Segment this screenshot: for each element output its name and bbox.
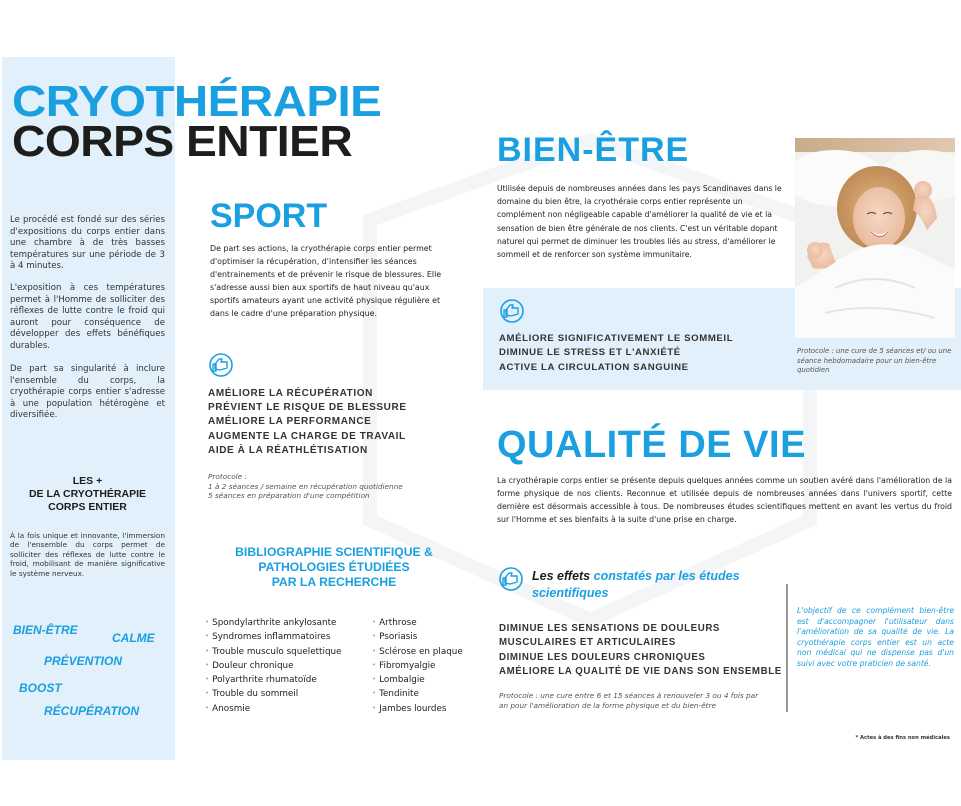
bien-etre-text: Utilisée depuis de nombreuses années dans les pays Scandinaves dans le domaine du bien être, la cryothéraie corps entier représente un complément non négligeable capable d'améliorer la qualité de vie et la sensation de bien être générale de nos clients. C'est un véritable dopant naturel qui permet de diminuer les troubles liés au stress, d'améliorer le sommeil et de renforcer son système immunitaire.	[497, 184, 782, 260]
benefit-item: AIDE À LA RÉATHLÉTISATION	[208, 444, 368, 456]
pathology-list-column-1	[205, 616, 342, 716]
benefit-item: AMÉLIORE LA QUALITÉ DE VIE DANS SON ENSEMBLE	[499, 665, 782, 677]
bien-etre-benefits-list	[499, 332, 733, 375]
protocol-line: 1 à 2 séances / semaine en récupération quotidienne	[208, 481, 403, 491]
plus-title-line: CORPS ENTIER	[48, 501, 127, 513]
plus-section-title	[10, 475, 165, 514]
disclaimer-note: L'objectif de ce complément bien-être est d'accompagner l'utilisateur dans l'amélioration de sa qualité de vie. La cryothérapie corps entier est un acte non médical qui ne dispense pas d'un suivi avec votre praticien de santé.	[797, 606, 954, 668]
sport-title: SPORT	[210, 197, 328, 235]
bibliography-title-line: BIBLIOGRAPHIE SCIENTIFIQUE &	[235, 545, 433, 559]
keyword-tag: RÉCUPÉRATION	[44, 704, 140, 718]
list-item: • Anosmie	[205, 702, 342, 716]
plus-title-line: DE LA CRYOTHÉRAPIE	[28, 488, 147, 500]
protocol-line: Protocole :	[208, 472, 247, 481]
benefit-item: DIMINUE LE STRESS ET L'ANXIÉTÉ	[499, 347, 681, 359]
sport-protocol	[208, 472, 448, 501]
sidebar-paragraph: L'exposition à ces températures permet à l'Homme de solliciter des réflexes de lutte contre le froid qui auront pour conséquence de développer des effets bénéfiques durables.	[10, 283, 165, 351]
benefit-item: AMÉLIORE SIGNIFICATIVEMENT LE SOMMEIL	[499, 333, 734, 344]
qualite-de-vie-text: La cryothérapie corps entier se présente depuis quelques années comme un soutien avéré dans l'amélioration de la forme physique de nos clients. Reconnue et utilisée depuis de nombreuses années dans l'univers sportif, cette dernière est désormais accessible à tous. De nombreuses études scientifiques mettent en avant les vertus du froid sur l'Homme et ses bienfaits à la suite d'une prise en charge.	[497, 476, 952, 524]
list-item: • Fibromyalgie	[372, 659, 463, 673]
qualite-de-vie-benefits-list	[499, 622, 782, 679]
sport-benefits-list	[208, 387, 407, 458]
benefit-item: AMÉLIORE LA RÉCUPÉRATION	[208, 388, 373, 399]
list-item: • Trouble musculo squelettique	[205, 645, 342, 659]
effects-title	[532, 568, 742, 602]
keyword-tag: CALME	[112, 631, 155, 645]
list-item: • Tendinite	[372, 687, 463, 701]
thumbs-up-icon	[498, 566, 524, 592]
woman-waking-in-bed-photo	[795, 138, 955, 338]
bibliography-title-line: PAR LA RECHERCHE	[271, 575, 397, 589]
list-item: • Psoriasis	[372, 630, 463, 644]
list-item: • Sclérose en plaque	[372, 645, 463, 659]
page-title-line2: CORPS ENTIER	[12, 117, 353, 166]
benefit-item: DIMINUE LES SENSATIONS DE DOULEURS	[499, 623, 720, 634]
qualite-de-vie-protocol: Protocole : une cure entre 6 et 15 séances à renouveler 3 ou 4 fois par an pour l'amélioration de la forme physique et du bien-être	[499, 691, 759, 710]
keyword-tag: PRÉVENTION	[44, 654, 123, 668]
sidebar-paragraph: Le procédé est fondé sur des séries d'expositions du corps entier dans une chambre à de très basses températures sur une période de 3 à 4 minutes.	[10, 215, 165, 272]
benefit-item: DIMINUE LES DOULEURS CHRONIQUES	[499, 651, 706, 663]
thumbs-up-icon	[208, 352, 234, 378]
effects-title-dark: Les effets	[532, 569, 591, 583]
benefit-item: AMÉLIORE LA PERFORMANCE	[208, 416, 372, 428]
pathology-list-column-2	[372, 616, 463, 716]
footnote: * Actes à des fins non médicales	[855, 735, 950, 741]
qualite-de-vie-title: QUALITÉ DE VIE	[497, 424, 806, 466]
sidebar-paragraph: De part sa singularité à inclure l'ensemble du corps, la cryothérapie corps entier s'adresse à une population hétérogène et diversifiée.	[10, 364, 165, 421]
list-item: • Polyarthrite rhumatoïde	[205, 673, 342, 687]
list-item: • Douleur chronique	[205, 659, 342, 673]
thumbs-up-icon	[499, 298, 525, 324]
bien-etre-protocol: Protocole : une cure de 5 séances et/ ou une séance hebdomadaire pour un bien-être quotidien	[797, 347, 952, 374]
list-item: • Lombalgie	[372, 673, 463, 687]
benefit-item: ACTIVE LA CIRCULATION SANGUINE	[499, 361, 689, 373]
page-title-line1: CRYOTHÉRAPIE	[12, 77, 382, 126]
list-item: • Trouble du sommeil	[205, 687, 342, 701]
keyword-tag: BIEN-ÊTRE	[13, 623, 78, 637]
note-divider	[786, 584, 788, 712]
list-item: • Syndromes inflammatoires	[205, 630, 342, 644]
benefit-item: AUGMENTE LA CHARGE DE TRAVAIL	[208, 430, 406, 442]
benefit-item: PRÉVIENT LE RISQUE DE BLESSURE	[208, 402, 407, 414]
keyword-tag: BOOST	[19, 681, 62, 695]
bien-etre-title: BIEN-ÊTRE	[497, 131, 690, 169]
protocol-line: 5 séances en préparation d'une compétition	[208, 491, 370, 500]
benefit-item: MUSCULAIRES ET ARTICULAIRES	[499, 637, 676, 649]
list-item: • Jambes lourdes	[372, 702, 463, 716]
list-item: • Arthrose	[372, 616, 463, 630]
bibliography-title	[200, 545, 468, 590]
effects-title-blue: constatés par les études scientifiques	[532, 569, 740, 600]
bibliography-title-line: PATHOLOGIES ÉTUDIÉES	[258, 560, 410, 574]
sport-text: De part ses actions, la cryothérapie corps entier permet d'optimiser la récupération, d'intensifier les séances d'entrainements et de prévenir le risque de blessures. Elle s'adresse aussi bien aux sportifs de haut niveau qu'aux sportifs amateurs ayant une activité physique régulière et dans le cadre d'une préparation physique.	[210, 244, 442, 318]
plus-section-text: À la fois unique et innovante, l'immersion de l'ensemble du corps permet de solliciter des réflexes de lutte contre le froid, mobilisant de manière significative le système nerveux.	[10, 531, 165, 578]
list-item: • Spondylarthrite ankylosante	[205, 616, 342, 630]
plus-title-line: LES +	[72, 475, 103, 487]
